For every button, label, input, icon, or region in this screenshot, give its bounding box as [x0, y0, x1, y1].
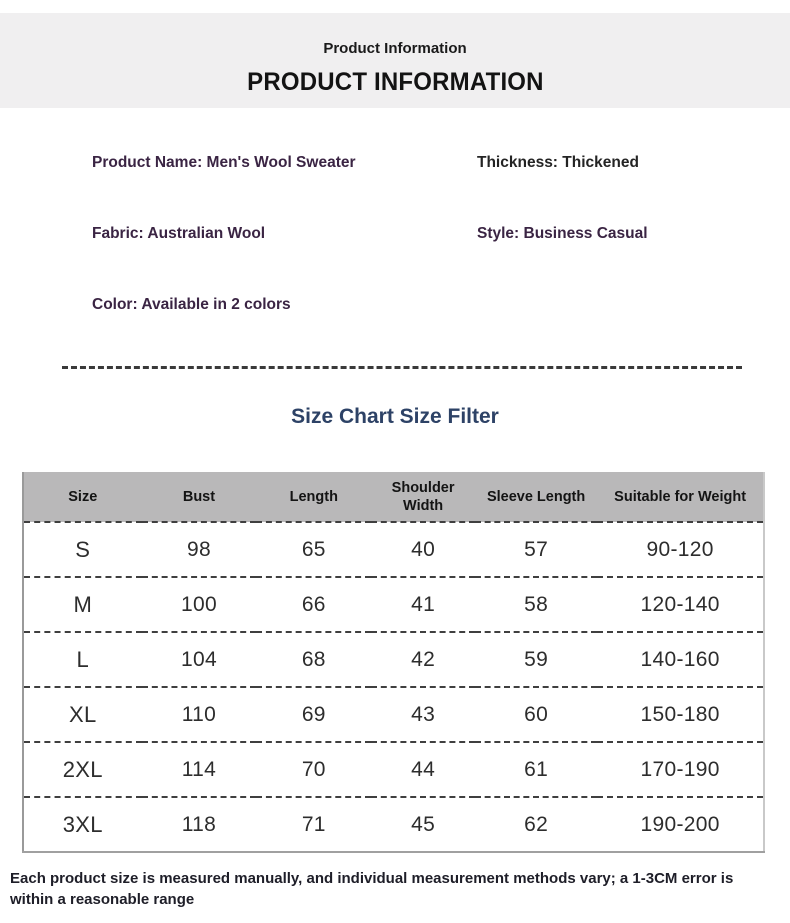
table-cell: 104	[180, 647, 217, 671]
detail-thickness: Thickness: Thickened	[477, 154, 639, 171]
table-cell: 61	[524, 757, 549, 781]
table-cell: 114	[181, 757, 217, 781]
table-cell: 66	[301, 592, 326, 616]
table-cell: 42	[411, 647, 436, 671]
table-cell: 69	[301, 702, 326, 726]
table-row-s	[23, 522, 764, 577]
detail-style: Style: Business Casual	[477, 225, 648, 242]
detail-row	[92, 224, 790, 244]
size-cell: 2XL	[62, 756, 103, 782]
table-cell: 57	[524, 537, 549, 561]
table-cell: 70	[301, 757, 326, 781]
table-cell: 65	[301, 537, 326, 561]
detail-row	[92, 295, 790, 315]
size-cell: XL	[69, 701, 97, 727]
banner-subtitle: Product Information	[323, 40, 467, 57]
table-cell: 68	[301, 647, 326, 671]
table-cell: 62	[524, 812, 549, 836]
table-cell: 170-190	[640, 757, 720, 781]
table-cell: 58	[524, 592, 549, 616]
table-cell: 190-200	[640, 812, 720, 836]
table-row-xl	[23, 687, 764, 742]
detail-product-name: Product Name: Men's Wool Sweater	[92, 154, 356, 171]
detail-row	[92, 153, 790, 173]
table-row-2xl	[23, 742, 764, 797]
size-cell: L	[76, 646, 90, 672]
table-cell: 60	[524, 702, 549, 726]
table-row-m	[23, 577, 764, 632]
table-cell: 45	[411, 812, 436, 836]
table-cell: 44	[411, 757, 436, 781]
table-cell: 120-140	[640, 592, 720, 616]
table-cell: 59	[524, 647, 549, 671]
banner	[0, 13, 790, 108]
dashed-divider	[62, 366, 742, 369]
table-header-row	[23, 472, 764, 522]
table-row-l	[23, 632, 764, 687]
column-header-sleeve-length: Sleeve Length	[486, 488, 586, 505]
size-chart-table	[22, 472, 765, 853]
product-information-page	[0, 13, 790, 923]
table-cell: 100	[180, 592, 217, 616]
page-title: PRODUCT INFORMATION	[246, 68, 544, 96]
table-cell: 118	[181, 812, 217, 836]
size-chart-title: Size Chart Size Filter	[291, 405, 499, 428]
column-header-shoulder-width: Shoulder Width	[391, 479, 455, 514]
product-details	[0, 108, 790, 315]
table-row-3xl	[23, 797, 764, 852]
column-header-bust: Bust	[182, 488, 216, 505]
column-header-size: Size	[68, 488, 98, 505]
table-cell: 150-180	[640, 702, 720, 726]
detail-color: Color: Available in 2 colors	[92, 296, 291, 313]
table-cell: 40	[411, 537, 436, 561]
detail-fabric: Fabric: Australian Wool	[92, 225, 266, 242]
table-cell: 90-120	[646, 537, 714, 561]
measurement-note: Each product size is measured manually, and individual measurement methods vary; a 1-3CM error is within a reasonable range	[10, 870, 734, 908]
size-cell: S	[75, 536, 91, 562]
table-cell: 140-160	[640, 647, 720, 671]
size-cell: M	[73, 591, 93, 617]
column-header-length: Length	[289, 488, 338, 505]
table-cell: 110	[181, 702, 217, 726]
table-cell: 71	[301, 812, 326, 836]
table-cell: 41	[411, 592, 436, 616]
size-cell: 3XL	[62, 811, 103, 837]
table-cell: 98	[186, 537, 211, 561]
table-cell: 43	[411, 702, 436, 726]
column-header-suitable-weight: Suitable for Weight	[614, 488, 747, 505]
